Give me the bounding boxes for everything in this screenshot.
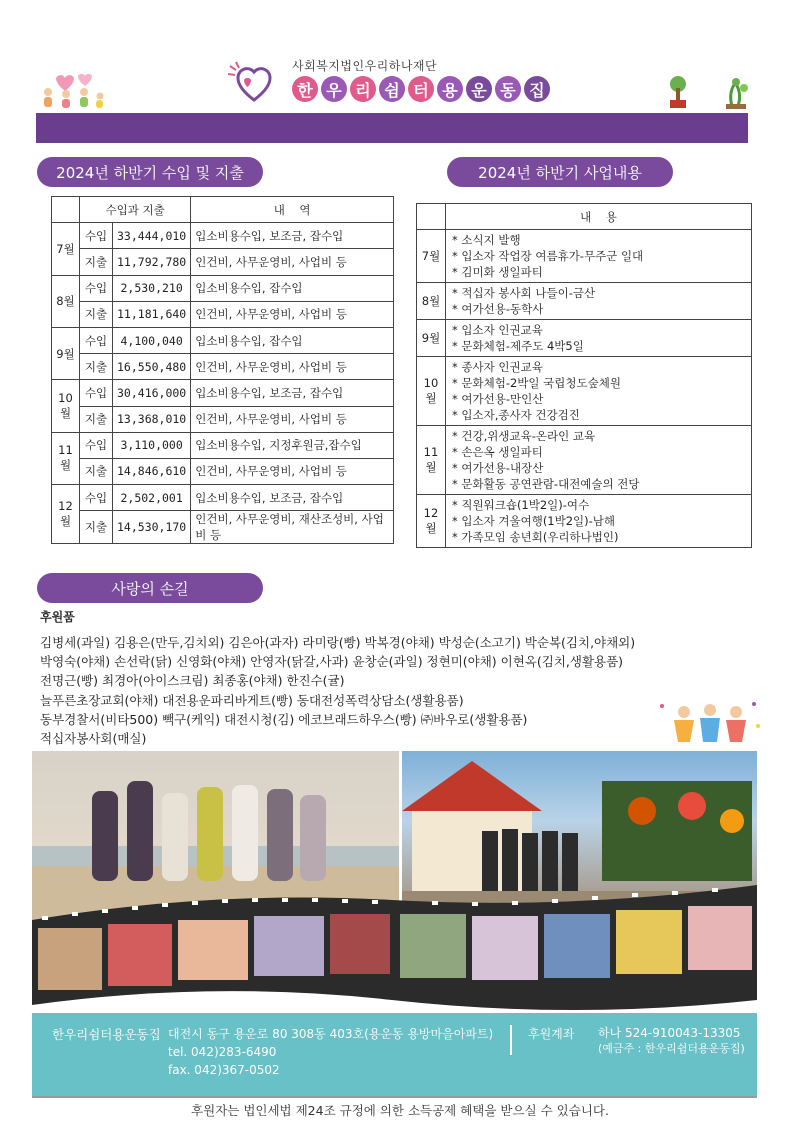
business-items bbox=[446, 230, 752, 283]
business-month: 12월 bbox=[417, 495, 446, 548]
footer-org-name: 한우리쉼터용운동집 bbox=[52, 1027, 161, 1042]
business-corner-cell bbox=[417, 204, 446, 230]
finance-row bbox=[52, 380, 394, 406]
finance-desc: 입소비용수입, 잡수입 bbox=[191, 327, 394, 353]
finance-amount: 14,846,610 bbox=[113, 458, 191, 484]
finance-desc: 인건비, 사무운영비, 사업비 등 bbox=[191, 406, 394, 432]
footer-divider bbox=[510, 1025, 512, 1055]
finance-type: 수입 bbox=[80, 485, 113, 511]
business-row bbox=[417, 495, 752, 548]
footer-account-label: 후원계좌 bbox=[528, 1027, 575, 1041]
finance-row bbox=[52, 432, 394, 458]
header-accent-bar bbox=[36, 113, 748, 143]
business-items bbox=[446, 426, 752, 495]
org-title bbox=[292, 76, 550, 102]
business-items bbox=[446, 495, 752, 548]
finance-type: 수입 bbox=[80, 432, 113, 458]
finance-row bbox=[52, 275, 394, 301]
business-item: * 가족모임 송년회(우리하나법인) bbox=[452, 529, 745, 545]
business-row bbox=[417, 426, 752, 495]
business-item: * 손은옥 생일파티 bbox=[452, 444, 745, 460]
business-month: 11월 bbox=[417, 426, 446, 495]
business-item: * 입소자 인권교육 bbox=[452, 322, 745, 338]
footer-address-block bbox=[168, 1025, 493, 1079]
footer-fax: fax. 042)367-0502 bbox=[168, 1063, 280, 1077]
title-char: 리 bbox=[350, 76, 376, 102]
title-char: 한 bbox=[292, 76, 318, 102]
business-item: * 입소자 작업장 여름휴가-무주군 일대 bbox=[452, 248, 745, 264]
finance-col-header: 수입과 지출 bbox=[80, 197, 191, 223]
business-heading: 2024년 하반기 사업내용 bbox=[447, 157, 673, 187]
business-month: 7월 bbox=[417, 230, 446, 283]
finance-amount: 2,502,001 bbox=[113, 485, 191, 511]
donor-line: 박영숙(야채) 손선락(닭) 신영화(야채) 안영자(닭갈,사과) 윤창순(과일) 정현미(야채) 이현옥(김치,생활용품) bbox=[40, 654, 624, 670]
finance-type: 수입 bbox=[80, 223, 113, 249]
donor-line: 늘푸른초장교회(야채) 대전용운파리바게트(빵) 동대전성폭력상담소(생활용품) bbox=[40, 692, 464, 708]
finance-desc: 인건비, 사무운영비, 사업비 등 bbox=[191, 301, 394, 327]
business-item: * 문화체험-2박일 국립청도숲체원 bbox=[452, 375, 745, 391]
finance-row bbox=[52, 406, 394, 432]
finance-month: 12월 bbox=[52, 485, 80, 544]
title-char: 터 bbox=[408, 76, 434, 102]
business-item: * 여가선용-내장산 bbox=[452, 460, 745, 476]
finance-desc-header: 내 역 bbox=[191, 197, 394, 223]
title-char: 쉼 bbox=[379, 76, 405, 102]
finance-type: 수입 bbox=[80, 327, 113, 353]
business-month: 9월 bbox=[417, 320, 446, 357]
title-char: 운 bbox=[466, 76, 492, 102]
foundation-name: 사회복지법인우리하나재단 bbox=[292, 59, 438, 73]
donors-subheading: 후원품 bbox=[40, 610, 75, 624]
photo-film-strip bbox=[32, 880, 757, 1015]
finance-desc: 입소비용수입, 보조금, 잡수입 bbox=[191, 223, 394, 249]
donor-line: 적십자봉사회(매실) bbox=[40, 731, 147, 747]
business-item: * 김미화 생일파티 bbox=[452, 264, 745, 280]
finance-type: 지출 bbox=[80, 301, 113, 327]
finance-desc: 입소비용수입, 지정후원금,잡수입 bbox=[191, 432, 394, 458]
finance-type: 지출 bbox=[80, 354, 113, 380]
business-item: * 적십자 봉사회 나들이-금산 bbox=[452, 285, 745, 301]
finance-desc: 인건비, 사무운영비, 사업비 등 bbox=[191, 458, 394, 484]
finance-desc: 입소비용수입, 보조금, 잡수입 bbox=[191, 380, 394, 406]
footer-account-block bbox=[598, 1025, 745, 1057]
business-table bbox=[416, 203, 752, 548]
business-month: 8월 bbox=[417, 283, 446, 320]
business-item: * 입소자,종사자 건강검진 bbox=[452, 407, 745, 423]
donor-line: 동부경찰서(비타500) 빽구(케익) 대전시청(김) 에코브래드하우스(빵) ㈜바우로(생활용품) bbox=[40, 711, 528, 727]
finance-desc: 인건비, 사무운영비, 사업비 등 bbox=[191, 354, 394, 380]
finance-row bbox=[52, 223, 394, 249]
business-item: * 문화체험-제주도 4박5일 bbox=[452, 338, 745, 354]
finance-month: 11월 bbox=[52, 432, 80, 484]
finance-type: 지출 bbox=[80, 458, 113, 484]
footer-tel: tel. 042)283-6490 bbox=[168, 1045, 277, 1059]
plants-illustration-icon bbox=[664, 74, 750, 110]
finance-desc: 인건비, 사무운영비, 재산조성비, 사업비 등 bbox=[191, 511, 394, 544]
business-col-header: 내 용 bbox=[446, 204, 752, 230]
footer bbox=[32, 1013, 757, 1097]
business-items bbox=[446, 283, 752, 320]
finance-row bbox=[52, 458, 394, 484]
business-month: 10월 bbox=[417, 357, 446, 426]
finance-month: 9월 bbox=[52, 327, 80, 379]
finance-corner-cell bbox=[52, 197, 80, 223]
title-char: 집 bbox=[524, 76, 550, 102]
finance-amount: 14,530,170 bbox=[113, 511, 191, 544]
finance-desc: 입소비용수입, 잡수입 bbox=[191, 275, 394, 301]
title-char: 우 bbox=[321, 76, 347, 102]
business-item: * 건강,위생교육-온라인 교육 bbox=[452, 428, 745, 444]
business-item: * 문화활동 공연관람-대전예술의 전당 bbox=[452, 476, 745, 492]
business-item: * 여가선용-동학사 bbox=[452, 301, 745, 317]
donor-line: 전명근(빵) 최경아(아이스크림) 최종홍(야채) 한진수(귤) bbox=[40, 673, 345, 689]
business-item: * 직원워크숍(1박2일)-여수 bbox=[452, 497, 745, 513]
business-items bbox=[446, 320, 752, 357]
business-item: * 여가선용-만인산 bbox=[452, 391, 745, 407]
business-row bbox=[417, 283, 752, 320]
finance-amount: 11,181,640 bbox=[113, 301, 191, 327]
finance-month: 7월 bbox=[52, 223, 80, 275]
finance-type: 수입 bbox=[80, 275, 113, 301]
finance-amount: 33,444,010 bbox=[113, 223, 191, 249]
heart-logo-icon bbox=[226, 60, 276, 102]
business-item: * 종사자 인권교육 bbox=[452, 359, 745, 375]
finance-type: 지출 bbox=[80, 406, 113, 432]
donors-heading: 사랑의 손길 bbox=[37, 573, 263, 603]
footer-account: 하나 524-910043-13305 bbox=[598, 1026, 741, 1040]
footer-address: 대전시 동구 용운로 80 308동 403호(용운동 용방마을아파트) bbox=[168, 1027, 494, 1041]
finance-month: 8월 bbox=[52, 275, 80, 327]
page-header bbox=[0, 0, 800, 112]
business-items bbox=[446, 357, 752, 426]
finance-amount: 16,550,480 bbox=[113, 354, 191, 380]
business-item: * 소식지 발행 bbox=[452, 232, 745, 248]
finance-row bbox=[52, 327, 394, 353]
finance-amount: 11,792,780 bbox=[113, 249, 191, 275]
finance-desc: 입소비용수입, 보조금, 잡수입 bbox=[191, 485, 394, 511]
title-char: 용 bbox=[437, 76, 463, 102]
finance-heading: 2024년 하반기 수입 및 지출 bbox=[37, 157, 263, 187]
finance-desc: 인건비, 사무운영비, 사업비 등 bbox=[191, 249, 394, 275]
business-row bbox=[417, 357, 752, 426]
business-row bbox=[417, 320, 752, 357]
finance-row bbox=[52, 301, 394, 327]
finance-row bbox=[52, 485, 394, 511]
finance-row bbox=[52, 354, 394, 380]
finance-amount: 13,368,010 bbox=[113, 406, 191, 432]
title-char: 동 bbox=[495, 76, 521, 102]
finance-row bbox=[52, 249, 394, 275]
finance-row bbox=[52, 511, 394, 544]
bottom-divider bbox=[32, 1096, 757, 1098]
donor-line: 김병세(과일) 김용은(만두,김치외) 김은아(과자) 라미랑(빵) 박복경(야채) 박성순(소고기) 박순복(김치,야채외) bbox=[40, 635, 636, 650]
finance-amount: 30,416,000 bbox=[113, 380, 191, 406]
finance-type: 지출 bbox=[80, 511, 113, 544]
finance-type: 지출 bbox=[80, 249, 113, 275]
tax-deduction-note: 후원자는 법인세법 제24조 규정에 의한 소득공제 혜택을 받으실 수 있습니다. bbox=[191, 1103, 609, 1118]
finance-amount: 4,100,040 bbox=[113, 327, 191, 353]
finance-month: 10월 bbox=[52, 380, 80, 432]
finance-type: 수입 bbox=[80, 380, 113, 406]
finance-amount: 3,110,000 bbox=[113, 432, 191, 458]
footer-account-holder: (예금주 : 한우리쉼터용운동집) bbox=[598, 1042, 745, 1055]
people-illustration-icon bbox=[36, 70, 108, 110]
finance-amount: 2,530,210 bbox=[113, 275, 191, 301]
business-item: * 입소자 겨울여행(1박2일)-남해 bbox=[452, 513, 745, 529]
business-row bbox=[417, 230, 752, 283]
finance-table bbox=[51, 196, 394, 544]
celebrating-people-icon bbox=[654, 698, 764, 748]
